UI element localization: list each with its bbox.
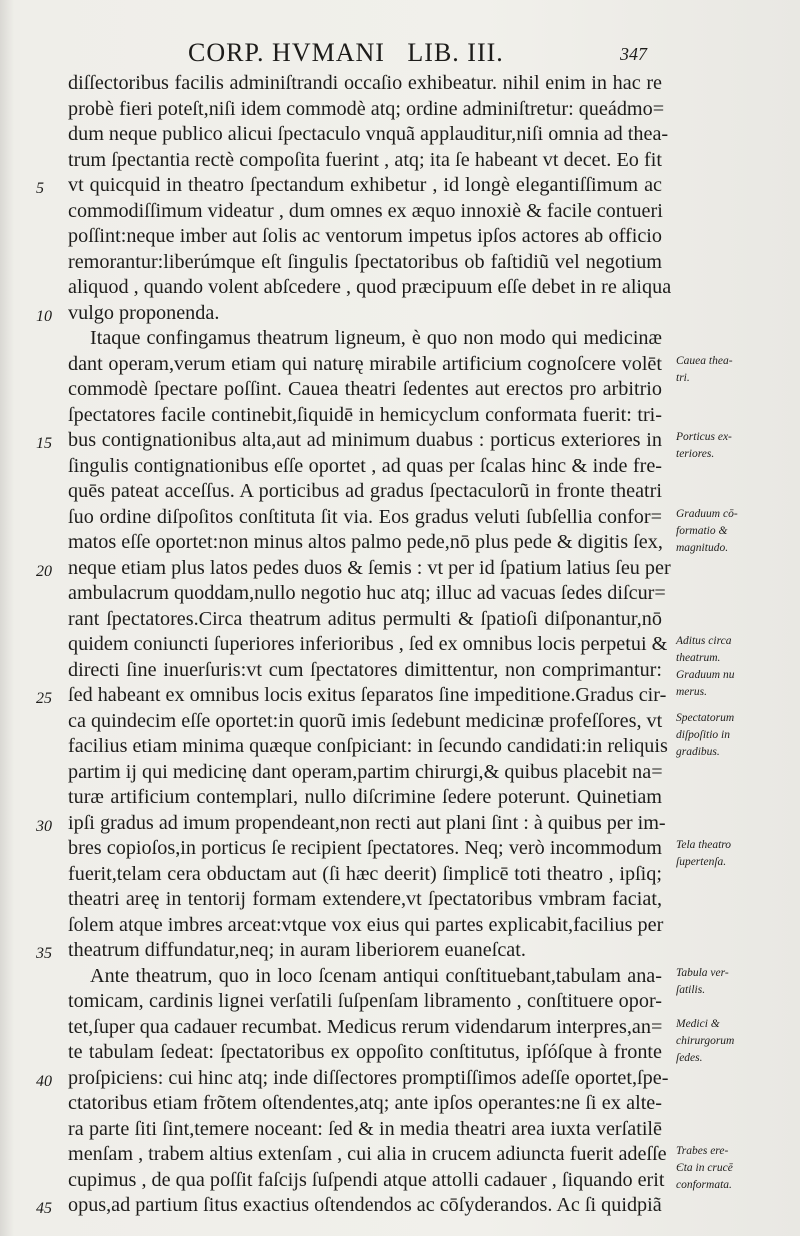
text-line: ambulacrum quoddam,nullo negotio huc atq; illuc ad vacuas ſedes diſcur= [68, 582, 666, 604]
text-line: fuerit,telam cera obductam aut (ſi hæc deerit) ſimplicē toti theatro , ipſiq; [68, 862, 662, 885]
text-line: ſingulis contignationibus eſſe oportet , ad quas per ſcalas hinc & inde fre- [68, 454, 662, 477]
text-line: rant ſpectatores.Circa theatrum aditus permulti & ſpatioſi diſponantur,nō [68, 607, 662, 630]
text-line: bus contignationibus alta,aut ad minimum duabus : porticus exteriores in [68, 429, 662, 451]
text-line: theatrum diffundatur,neq; in auram liberiorem euaneſcat. [68, 939, 526, 961]
line-number: 5 [36, 180, 44, 197]
line-number: 15 [36, 435, 52, 452]
marginal-note: Porticus ex- teriores. [676, 431, 732, 460]
text-line: ctatoribus etiam frõtem oſtendentes,atq; ante ipſos operantes:ne ſi ex alte- [68, 1092, 662, 1114]
marginal-note: Graduum cō- formatio & magnitudo. [676, 507, 738, 554]
marginal-note: Trabes ere- Єta in crucē conformata. [676, 1145, 733, 1191]
marginal-note: Tela theatro ſupertenſa. [676, 839, 732, 868]
text-line: ſuo ordine diſpoſitos conſtituta ſit via. Eos gradus veluti ſubſellia confor= [68, 505, 662, 528]
line-number: 40 [36, 1072, 52, 1090]
text-line: bres copioſos,in porticus ſe recipient ſpectatores. Neq; verò incommodum [68, 837, 662, 859]
text-line: commodiſſimum videatur , dum omnes ex æquo innoxiè & facile contueri [68, 199, 663, 222]
text-line: dant operam,verum etiam qui naturę mirabile artificium cognoſcere volēt [68, 352, 662, 375]
text-line: trum ſpectantia rectè compoſita fuerint , atq; ita ſe habeant vt decet. Eo fit [68, 148, 662, 171]
marginal-note: Tabula ver- ſatilis. [676, 966, 729, 996]
text-line: ſolem atque imbres arceat:vtque vox eius qui partes explicabit,facilius per [68, 913, 664, 936]
line-number: 20 [36, 562, 52, 580]
text-line: neque etiam plus latos pedes duos & ſemis : vt per id ſpatium latius ſeu per [68, 556, 671, 579]
text-line: matos eſſe oportet:non minus altos palmo pede,nō plus pede & digitis ſex, [68, 531, 663, 553]
text-line: dum neque publico alicui ſpectaculo vnquã applauditur,niſi omnia ad thea- [68, 123, 669, 145]
text-line: ſpectatores facile continebit,ſiquidē in hemicyclum conformata fuerit: tri- [68, 403, 662, 426]
line-number: 30 [36, 817, 52, 835]
text-line: partim ij qui medicinę dant operam,partim chirurgi,& quibus placebit na= [68, 760, 663, 783]
text-line: proſpiciens: cui hinc atq; inde diſſectores promptiſſimos adeſſe oportet,ſpe- [68, 1066, 669, 1089]
marginal-note: Spectatorum diſpoſitio in gradibus. [676, 711, 735, 758]
page-number: 347 [620, 44, 647, 64]
text-line: remorantur:liberúmque eſt ſingulis ſpectatoribus ob faſtidiũ vel negotium [68, 250, 662, 273]
text-line: ca quindecim eſſe oportet:in quorũ imis ſedebunt medicinæ profeſſores, vt [68, 709, 663, 732]
marginal-note: Cauea thea- tri. [676, 354, 733, 384]
line-number: 35 [36, 945, 52, 962]
text-line: quidem coniuncti ſuperiores inferioribus , ſed ex omnibus locis perpetui & [68, 633, 668, 655]
text-line: facilius etiam minima quæque conſpiciant: in ſecundo candidati:in reliquis [68, 735, 668, 757]
text-line: menſam , trabem altius extenſam , cui alia in crucem adiuncta fuerit adeſſe [68, 1143, 667, 1165]
text-line: ipſi gradus ad imum propendeant,non recti aut plani ſint : à quibus per im- [68, 811, 666, 834]
text-line: te tabulam ſedeat: ſpectatoribus ex oppoſito conſtitutus, ipſóſque à fronte [68, 1041, 662, 1063]
text-line: ra parte ſiti ſint,temere noceant: ſed & in media theatri area iuxta verſatilē [68, 1117, 662, 1140]
text-line: tet,ſuper qua cadauer recumbat. Medicus rerum videndarum interpres,an= [68, 1015, 663, 1038]
line-number: 10 [36, 307, 52, 325]
marginal-note: Medici & chirurgorum ſedes. [676, 1017, 735, 1064]
marginal-note: Aditus circa theatrum. Graduum nu merus. [676, 635, 735, 698]
text-line: quēs pateat acceſſus. A porticibus ad gradus ſpectaculorũ in fronte theatri [68, 480, 662, 502]
text-line: ſed habeant ex omnibus locis exitus ſeparatos ſine impeditione.Gradus cir- [68, 684, 667, 706]
text-line: probè fieri poteſt,niſi idem commodè atq; ordine adminiſtretur: queádmo= [68, 97, 665, 120]
text-line: vt quicquid in theatro ſpectandum exhibetur , id longè elegantiſſimum ac [68, 174, 662, 196]
page-header [0, 34, 800, 74]
text-line: poſſint:neque imber aut ſolis ac ventorum impetus ipſos actores ab officio [68, 225, 662, 247]
text-line: Ante theatrum, quo in loco ſcenam antiqui conſtituebant,tabulam ana- [90, 964, 662, 987]
text-line: tomicam, cardinis lignei verſatili ſuſpenſam libramento , conſtituere opor- [68, 990, 662, 1012]
text-line: vulgo proponenda. [68, 301, 220, 324]
text-line: Itaque confingamus theatrum ligneum, è quo non modo qui medicinæ [90, 327, 662, 349]
text-line: opus,ad partium ſitus exactius oſtendendos ac cōſyderandos. Ac ſi quidpiã [68, 1194, 662, 1216]
text-line: theatri areę in tentorij formam extendere,vt ſpectatoribus vmbram faciat, [68, 888, 662, 910]
text-line: commodè ſpectare poſſint. Cauea theatri ſedentes aut erectos pro arbitrio [68, 378, 662, 400]
line-number: 45 [36, 1200, 52, 1217]
line-number: 25 [36, 690, 52, 707]
text-line: turæ artificium contemplari, nullo diſcrimine ſedere poterunt. Quinetiam [68, 786, 662, 808]
text-line: aliquod , quando volent abſcedere , quod præcipuum eſſe debet in re aliqua [68, 276, 672, 298]
text-line: cupimus , de qua poſſit faſcijs ſuſpendi atque attolli cadauer , ſiquando erit [68, 1168, 665, 1191]
text-line: diſſectoribus facilis adminiſtrandi occaſio exhibeatur. nihil enim in hac re [68, 72, 662, 94]
text-line: directi ſine inuerſuris:vt cum ſpectatores dimittentur, non comprimantur: [68, 658, 662, 681]
running-head: CORP. HVMANI LIB. III. [188, 38, 504, 67]
